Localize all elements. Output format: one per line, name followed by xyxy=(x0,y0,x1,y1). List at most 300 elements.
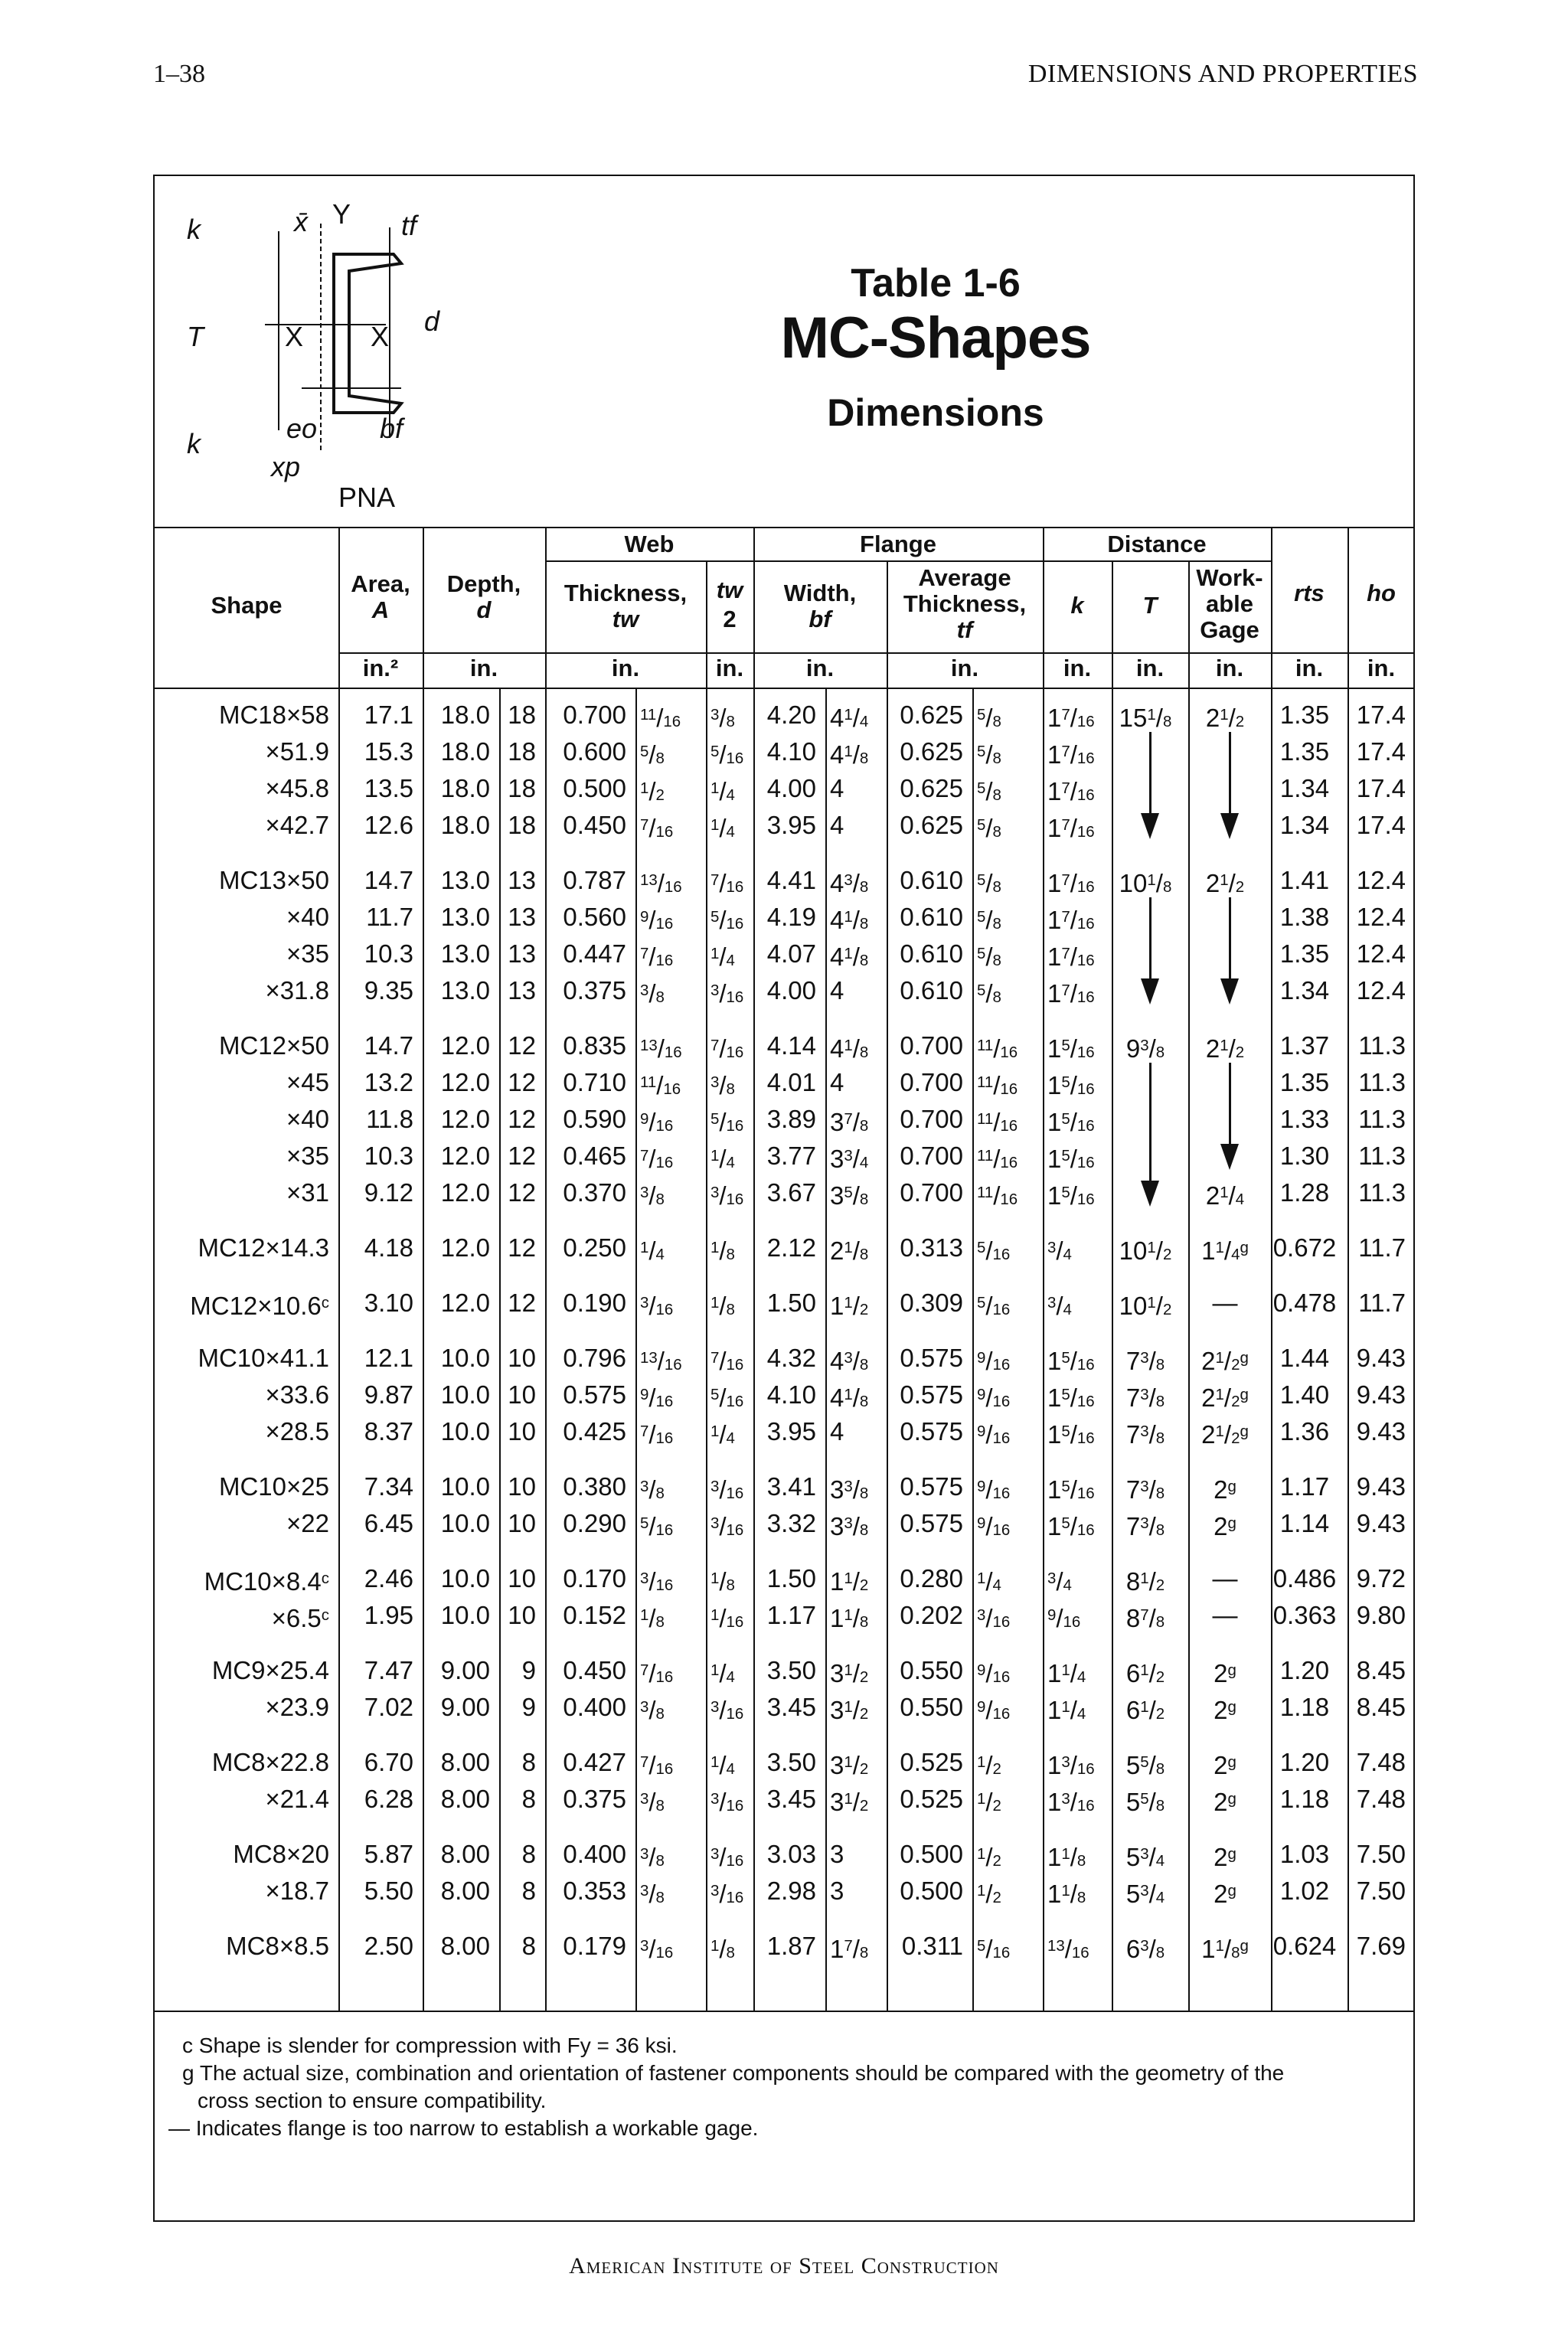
cell-tff: $^{11}$/16 xyxy=(977,1034,1018,1063)
header-gage-3: Gage xyxy=(1200,616,1259,643)
down-arrow-head-g-0 xyxy=(1220,813,1239,839)
cell-d: 12.0 xyxy=(440,1289,490,1317)
cell-rts: 0.486 xyxy=(1272,1564,1337,1592)
cell-ho: 7.69 xyxy=(1356,1932,1406,1960)
cell-bf: 2.12 xyxy=(766,1233,816,1262)
cell-g: 2$^g$ xyxy=(1214,1475,1236,1504)
cell-ho: 11.3 xyxy=(1358,1068,1406,1096)
cell-shape: ×35 xyxy=(286,1142,329,1170)
cell-bff: $4^1/8$ xyxy=(830,906,869,935)
header-unit-9: in. xyxy=(1295,655,1324,681)
cell-tf: 0.311 xyxy=(901,1932,963,1960)
cell-d: 12.0 xyxy=(440,1068,490,1096)
cell-tff: $^5$/8 xyxy=(977,979,1001,1008)
cell-bff: $1^1/2$ xyxy=(830,1567,869,1596)
cell-g: $2^1/2^g$ xyxy=(1201,1383,1249,1413)
cell-rts: 1.34 xyxy=(1279,811,1330,839)
cell-area: 4.18 xyxy=(364,1233,413,1262)
cell-tff: $^5$/16 xyxy=(977,1236,1011,1266)
cell-bff: $3^1/2$ xyxy=(830,1751,869,1780)
cell-bf: 4.19 xyxy=(766,903,816,931)
cell-d2: 9 xyxy=(521,1693,536,1721)
cell-shape: ×22 xyxy=(286,1509,329,1537)
down-arrow-head-g-1 xyxy=(1220,978,1239,1004)
table-footnotes xyxy=(155,2011,1413,2140)
cell-T: $6^1/2$ xyxy=(1125,1696,1165,1725)
cell-rts: 1.02 xyxy=(1279,1877,1330,1905)
cell-tw: 0.450 xyxy=(563,1656,626,1684)
cell-d: 8.00 xyxy=(440,1840,490,1868)
cell-bff: 4 xyxy=(830,976,844,1004)
cell-k: $1^7/16$ xyxy=(1047,979,1095,1008)
cell-g: 2$^g$ xyxy=(1214,1843,1236,1872)
header-unit-3: in. xyxy=(715,655,744,681)
header-flange-width-symbol: bf xyxy=(808,606,831,632)
cell-k: $1^1/4$ xyxy=(1047,1659,1086,1688)
cell-tw: 0.450 xyxy=(563,811,626,839)
cell-tw: 0.375 xyxy=(563,976,626,1004)
cell-shape: ×18.7 xyxy=(265,1877,329,1905)
cell-tff: $^1$/2 xyxy=(977,1751,1001,1780)
cell-twf: $^3$/8 xyxy=(640,1475,665,1504)
cell-tff: $^9$/16 xyxy=(977,1512,1011,1541)
cell-bff: $4^1/8$ xyxy=(830,740,869,769)
cell-T: $6^3/8$ xyxy=(1125,1935,1165,1964)
cell-tw2: $^1$/4 xyxy=(710,1145,735,1174)
cell-k: $1^7/16$ xyxy=(1047,740,1095,769)
cell-tf: 0.313 xyxy=(900,1233,963,1262)
cell-d: 8.00 xyxy=(440,1785,490,1813)
cell-tff: $^{11}$/16 xyxy=(977,1145,1018,1174)
cell-d: 12.0 xyxy=(440,1233,490,1262)
cell-area: 11.7 xyxy=(366,903,413,931)
cell-bf: 4.32 xyxy=(766,1344,816,1372)
cell-d: 13.0 xyxy=(440,866,490,894)
cell-rts: 1.03 xyxy=(1279,1840,1330,1868)
cell-shape: ×40 xyxy=(286,903,329,931)
header-k: k xyxy=(1070,592,1084,619)
cell-bff: $1^1/2$ xyxy=(830,1292,869,1321)
diagram-label-eo: eo xyxy=(286,413,318,444)
cell-twf: $^7$/16 xyxy=(640,1420,674,1449)
cell-twf: $^3$/8 xyxy=(640,1696,665,1725)
cell-shape: MC8×8.5 xyxy=(226,1932,329,1960)
cell-g: $1^1/4^g$ xyxy=(1201,1236,1249,1266)
cell-area: 2.46 xyxy=(364,1564,413,1592)
cell-rts: 1.35 xyxy=(1279,1068,1330,1096)
cell-tf: 0.700 xyxy=(900,1031,963,1060)
cell-bff: $3^1/2$ xyxy=(830,1696,869,1725)
cell-d2: 12 xyxy=(508,1178,536,1207)
cell-shape: ×28.5 xyxy=(265,1417,329,1446)
cell-shape: MC9×25.4 xyxy=(211,1656,329,1684)
cell-rts: 1.44 xyxy=(1279,1344,1330,1372)
cell-area: 3.10 xyxy=(364,1289,413,1317)
cell-k: $1^3/16$ xyxy=(1047,1751,1095,1780)
cell-tf: 0.550 xyxy=(900,1693,963,1721)
cell-g: $2^1/2$ xyxy=(1205,1034,1245,1063)
cell-shape: MC8×20 xyxy=(233,1840,329,1868)
diagram-label-d: d xyxy=(424,305,440,337)
cell-g: 2$^g$ xyxy=(1214,1512,1236,1541)
cell-ho: 9.43 xyxy=(1356,1472,1406,1501)
cell-tw2: $^3$/16 xyxy=(710,1512,744,1541)
cell-shape: MC18×58 xyxy=(218,701,329,729)
cell-tf: 0.550 xyxy=(900,1656,963,1684)
cell-bff: 4 xyxy=(830,774,844,802)
cell-d: 10.0 xyxy=(440,1417,490,1446)
cell-tw2: $^1$/4 xyxy=(710,814,735,843)
cell-rts: 1.35 xyxy=(1279,701,1330,729)
cell-g: — xyxy=(1212,1289,1238,1317)
cell-d: 10.0 xyxy=(440,1601,490,1629)
cell-tf: 0.625 xyxy=(900,811,963,839)
cell-ho: 17.4 xyxy=(1356,737,1406,766)
cell-twf: $^7$/16 xyxy=(640,1145,674,1174)
cell-twf: $^7$/16 xyxy=(640,1751,674,1780)
cell-tf: 0.700 xyxy=(900,1142,963,1170)
cell-T: $5^3/4$ xyxy=(1125,1843,1165,1872)
cell-k: $1^1/8$ xyxy=(1047,1880,1086,1909)
cell-ho: 9.80 xyxy=(1356,1601,1406,1629)
cell-d2: 10 xyxy=(508,1472,536,1501)
cell-T: $7^3/8$ xyxy=(1125,1512,1165,1541)
down-arrow-head-T-1 xyxy=(1141,978,1159,1004)
cell-ho: 12.4 xyxy=(1356,866,1406,894)
cell-tw: 0.500 xyxy=(563,774,626,802)
cell-tff: $^5$/16 xyxy=(977,1292,1011,1321)
cell-tf: 0.625 xyxy=(900,701,963,729)
cell-ho: 11.3 xyxy=(1358,1031,1406,1060)
cell-area: 9.35 xyxy=(364,976,413,1004)
cell-T: $7^3/8$ xyxy=(1125,1347,1165,1376)
cell-ho: 11.7 xyxy=(1358,1233,1406,1262)
cell-tw: 0.787 xyxy=(563,866,626,894)
cell-bf: 1.50 xyxy=(766,1564,816,1592)
diagram-label-xbar: x̄ xyxy=(294,206,308,237)
cell-k: $1^5/16$ xyxy=(1047,1420,1095,1449)
cell-T: $5^3/4$ xyxy=(1125,1880,1165,1909)
diagram-label-tf: tf xyxy=(401,210,417,241)
header-flange-thickness: Thickness, xyxy=(903,590,1027,617)
cell-rts: 1.34 xyxy=(1279,976,1330,1004)
cell-tff: $^3$/16 xyxy=(977,1604,1011,1633)
cell-d: 18.0 xyxy=(440,701,490,729)
cell-g: — xyxy=(1212,1601,1238,1629)
cell-d2: 10 xyxy=(508,1344,536,1372)
cell-k: $^3$/4 xyxy=(1047,1292,1072,1321)
diagram-label-bf: bf xyxy=(380,413,403,444)
cell-d: 18.0 xyxy=(440,737,490,766)
cell-d2: 8 xyxy=(521,1932,536,1960)
header-area-symbol: A xyxy=(371,596,390,623)
cell-ho: 7.48 xyxy=(1356,1748,1406,1776)
cell-g: $2^1/2^g$ xyxy=(1201,1347,1249,1376)
cell-tff: $^9$/16 xyxy=(977,1659,1011,1688)
cell-tff: $^1$/2 xyxy=(977,1788,1001,1817)
table-number: Table 1-6 xyxy=(851,261,1021,305)
cell-g: 2$^g$ xyxy=(1214,1788,1236,1817)
cell-area: 2.50 xyxy=(364,1932,413,1960)
cell-twf: $^{11}$/16 xyxy=(640,704,681,733)
cell-twf: $^3$/16 xyxy=(640,1567,674,1596)
cell-area: 7.47 xyxy=(364,1656,413,1684)
cell-tff: $^{11}$/16 xyxy=(977,1071,1018,1100)
rule-web-group xyxy=(545,560,753,562)
header-unit-10: in. xyxy=(1367,655,1396,681)
cell-tf: 0.575 xyxy=(900,1344,963,1372)
down-arrow-head-T-2 xyxy=(1141,1181,1159,1207)
cell-d2: 12 xyxy=(508,1233,536,1262)
cell-ho: 9.43 xyxy=(1356,1509,1406,1537)
cell-tff: $^5$/8 xyxy=(977,740,1001,769)
cell-T: $10^1/2$ xyxy=(1119,1236,1172,1266)
cell-shape: ×42.7 xyxy=(265,811,329,839)
diagram-label-xp: xp xyxy=(271,451,301,482)
diagram-label-k-top: k xyxy=(187,214,201,245)
cell-ho: 7.50 xyxy=(1356,1840,1406,1868)
diagram-label-x-right: X xyxy=(371,321,390,352)
cell-area: 5.87 xyxy=(364,1840,413,1868)
cell-bf: 3.32 xyxy=(766,1509,816,1537)
rule-distance-group xyxy=(1043,560,1271,562)
cell-tw2: $^5$/16 xyxy=(710,1108,744,1137)
cell-g: 2$^g$ xyxy=(1214,1659,1236,1688)
cell-k: $1^3/16$ xyxy=(1047,1788,1095,1817)
cell-tw: 0.190 xyxy=(563,1289,626,1317)
diagram-label-y: Y xyxy=(332,198,351,230)
cell-twf: $^3$/8 xyxy=(640,979,665,1008)
cell-bff: $3^3/8$ xyxy=(830,1512,869,1541)
cell-bff: $3^1/2$ xyxy=(830,1659,869,1688)
cell-bff: $3^3/4$ xyxy=(830,1145,869,1174)
down-arrow-head-g-2 xyxy=(1220,1144,1239,1170)
cell-area: 10.3 xyxy=(364,1142,413,1170)
running-title: DIMENSIONS AND PROPERTIES xyxy=(1027,60,1418,88)
cell-twf: $^5$/16 xyxy=(640,1512,674,1541)
cell-bff: $1^7/8$ xyxy=(830,1935,869,1964)
column-rule-9 xyxy=(972,688,974,2011)
cell-tf: 0.500 xyxy=(900,1840,963,1868)
cell-bf: 2.98 xyxy=(766,1877,816,1905)
cell-k: $1^5/16$ xyxy=(1047,1108,1095,1137)
cell-area: 5.50 xyxy=(364,1877,413,1905)
cell-shape: MC10×8.4$^c$ xyxy=(204,1567,329,1596)
cell-shape: ×33.6 xyxy=(265,1380,329,1409)
cell-g: $2^1/2$ xyxy=(1205,704,1245,733)
cell-tw2: $^1$/4 xyxy=(710,1420,735,1449)
cell-g: $2^1/4$ xyxy=(1205,1181,1245,1210)
table-header-area xyxy=(155,176,1413,528)
cell-tw2: $^1$/4 xyxy=(710,942,735,972)
cell-tff: $^1$/2 xyxy=(977,1843,1001,1872)
cell-T: $6^1/2$ xyxy=(1125,1659,1165,1688)
cell-ho: 9.72 xyxy=(1356,1564,1406,1592)
cell-ho: 9.43 xyxy=(1356,1344,1406,1372)
cell-k: $1^1/4$ xyxy=(1047,1696,1086,1725)
cell-d2: 10 xyxy=(508,1509,536,1537)
cell-twf: $^1$/8 xyxy=(640,1604,665,1633)
cell-twf: $^3$/8 xyxy=(640,1181,665,1210)
cell-shape: MC10×25 xyxy=(218,1472,329,1501)
cell-ho: 11.3 xyxy=(1358,1142,1406,1170)
cell-tff: $^5$/8 xyxy=(977,906,1001,935)
cell-T: $5^5/8$ xyxy=(1125,1751,1165,1780)
cell-area: 13.2 xyxy=(364,1068,413,1096)
cell-bf: 3.45 xyxy=(766,1785,816,1813)
cell-tw: 0.700 xyxy=(563,701,626,729)
cell-d2: 12 xyxy=(508,1031,536,1060)
rule-header-bottom xyxy=(155,688,1415,689)
header-flange-width: Width, xyxy=(783,580,857,606)
cell-ho: 17.4 xyxy=(1356,811,1406,839)
cell-tff: $^9$/16 xyxy=(977,1383,1011,1413)
cell-bf: 4.10 xyxy=(766,737,816,766)
cell-shape: ×51.9 xyxy=(265,737,329,766)
cell-bff: $4^1/8$ xyxy=(830,942,869,972)
cell-bf: 1.50 xyxy=(766,1289,816,1317)
table-frame xyxy=(153,175,1415,2222)
header-depth-symbol: d xyxy=(476,596,492,623)
cell-bf: 3.03 xyxy=(766,1840,816,1868)
cell-d2: 18 xyxy=(508,701,536,729)
cell-tw: 0.575 xyxy=(563,1380,626,1409)
header-gage-1: Work- xyxy=(1196,564,1263,591)
cell-rts: 1.20 xyxy=(1279,1656,1330,1684)
cell-rts: 0.363 xyxy=(1272,1601,1337,1629)
cell-tw: 0.380 xyxy=(563,1472,626,1501)
cell-bff: $3^7/8$ xyxy=(830,1108,869,1137)
cell-tf: 0.610 xyxy=(900,976,963,1004)
cell-bf: 3.50 xyxy=(766,1748,816,1776)
cell-bf: 3.89 xyxy=(766,1105,816,1133)
cell-rts: 1.18 xyxy=(1279,1693,1330,1721)
cell-bf: 4.00 xyxy=(766,774,816,802)
cell-bf: 3.50 xyxy=(766,1656,816,1684)
cell-tf: 0.700 xyxy=(900,1068,963,1096)
cell-k: $1^1/8$ xyxy=(1047,1843,1086,1872)
cell-k: $1^5/16$ xyxy=(1047,1145,1095,1174)
cell-d2: 10 xyxy=(508,1564,536,1592)
cell-tf: 0.575 xyxy=(900,1472,963,1501)
cell-d: 10.0 xyxy=(440,1509,490,1537)
cell-d: 10.0 xyxy=(440,1564,490,1592)
cell-tw: 0.170 xyxy=(563,1564,626,1592)
cell-twf: $^7$/16 xyxy=(640,1659,674,1688)
table-subtitle: Dimensions xyxy=(827,391,1044,434)
header-t: T xyxy=(1142,592,1158,619)
cell-rts: 1.14 xyxy=(1279,1509,1330,1537)
cell-k: $^3$/4 xyxy=(1047,1567,1072,1596)
cell-rts: 1.33 xyxy=(1279,1105,1330,1133)
cell-bff: $4^1/8$ xyxy=(830,1034,869,1063)
diagram-label-pna: PNA xyxy=(338,482,396,513)
cell-bf: 4.00 xyxy=(766,976,816,1004)
cell-d: 12.0 xyxy=(440,1178,490,1207)
cell-k: $1^7/16$ xyxy=(1047,869,1095,898)
cell-T: $5^5/8$ xyxy=(1125,1788,1165,1817)
cell-tff: $^5$/8 xyxy=(977,814,1001,843)
down-arrow-T-0 xyxy=(1149,732,1152,815)
cell-tw2: $^5$/16 xyxy=(710,1383,744,1413)
cell-g: 2$^g$ xyxy=(1214,1696,1236,1725)
cell-shape: ×45 xyxy=(286,1068,329,1096)
cell-tw2: $^3$/16 xyxy=(710,979,744,1008)
cell-bf: 4.41 xyxy=(766,866,816,894)
cell-tw: 0.835 xyxy=(563,1031,626,1060)
cell-area: 12.6 xyxy=(364,811,413,839)
cell-d2: 12 xyxy=(508,1105,536,1133)
cell-tw2: $^5$/16 xyxy=(710,906,744,935)
page-footer: American Institute of Steel Construction xyxy=(569,2253,999,2278)
header-flange-thickness-symbol: tf xyxy=(956,616,973,643)
cell-d2: 10 xyxy=(508,1380,536,1409)
down-arrow-head-T-0 xyxy=(1141,813,1159,839)
cell-rts: 1.18 xyxy=(1279,1785,1330,1813)
cell-tw: 0.560 xyxy=(563,903,626,931)
cell-twf: $^3$/16 xyxy=(640,1935,674,1964)
cell-rts: 1.20 xyxy=(1279,1748,1330,1776)
cell-twf: $^3$/8 xyxy=(640,1788,665,1817)
cell-bff: $4^3/8$ xyxy=(830,1347,869,1376)
cell-ho: 17.4 xyxy=(1356,774,1406,802)
cell-d: 18.0 xyxy=(440,811,490,839)
cell-T: $7^3/8$ xyxy=(1125,1420,1165,1449)
header-unit-0: in.² xyxy=(362,655,399,681)
cell-twf: $^1$/2 xyxy=(640,777,665,806)
cell-shape: ×35 xyxy=(286,939,329,968)
cell-tw2: $^3$/16 xyxy=(710,1788,744,1817)
cell-ho: 11.3 xyxy=(1358,1178,1406,1207)
cell-bf: 4.14 xyxy=(766,1031,816,1060)
cell-area: 14.7 xyxy=(364,866,413,894)
cell-k: $1^5/16$ xyxy=(1047,1034,1095,1063)
cell-twf: $^3$/16 xyxy=(640,1292,674,1321)
cell-k: $1^7/16$ xyxy=(1047,777,1095,806)
cell-g: $1^1/8^g$ xyxy=(1201,1935,1249,1964)
header-web-thickness-symbol: tw xyxy=(612,606,639,632)
cell-d: 13.0 xyxy=(440,976,490,1004)
cell-ho: 11.7 xyxy=(1358,1289,1406,1317)
cell-tw: 0.375 xyxy=(563,1785,626,1813)
header-web-thickness: Thickness, xyxy=(564,580,688,606)
cell-area: 12.1 xyxy=(364,1344,413,1372)
cell-tw: 0.353 xyxy=(563,1877,626,1905)
cell-ho: 9.43 xyxy=(1356,1417,1406,1446)
column-rule-10 xyxy=(1043,527,1044,2011)
cell-tw2: $^1$/8 xyxy=(710,1236,735,1266)
header-depth: Depth, xyxy=(446,570,521,597)
cell-twf: $^7$/16 xyxy=(640,942,674,972)
cell-d2: 13 xyxy=(508,976,536,1004)
header-web-half-den: 2 xyxy=(723,606,737,632)
cell-shape: MC13×50 xyxy=(218,866,329,894)
cell-tf: 0.610 xyxy=(900,866,963,894)
cell-tff: $^1$/2 xyxy=(977,1880,1001,1909)
cell-tff: $^5$/16 xyxy=(977,1935,1011,1964)
cell-tw: 0.250 xyxy=(563,1233,626,1262)
cell-tf: 0.280 xyxy=(900,1564,963,1592)
cell-k: $^3$/4 xyxy=(1047,1236,1072,1266)
cell-T: $10^1/2$ xyxy=(1119,1292,1172,1321)
cell-rts: 1.35 xyxy=(1279,737,1330,766)
cell-d: 10.0 xyxy=(440,1472,490,1501)
cell-twf: $^7$/16 xyxy=(640,814,674,843)
cell-T: $7^3/8$ xyxy=(1125,1383,1165,1413)
header-web-half-num: tw xyxy=(716,577,743,603)
cell-twf: $^9$/16 xyxy=(640,1108,674,1137)
rule-flange-group xyxy=(753,560,1043,562)
